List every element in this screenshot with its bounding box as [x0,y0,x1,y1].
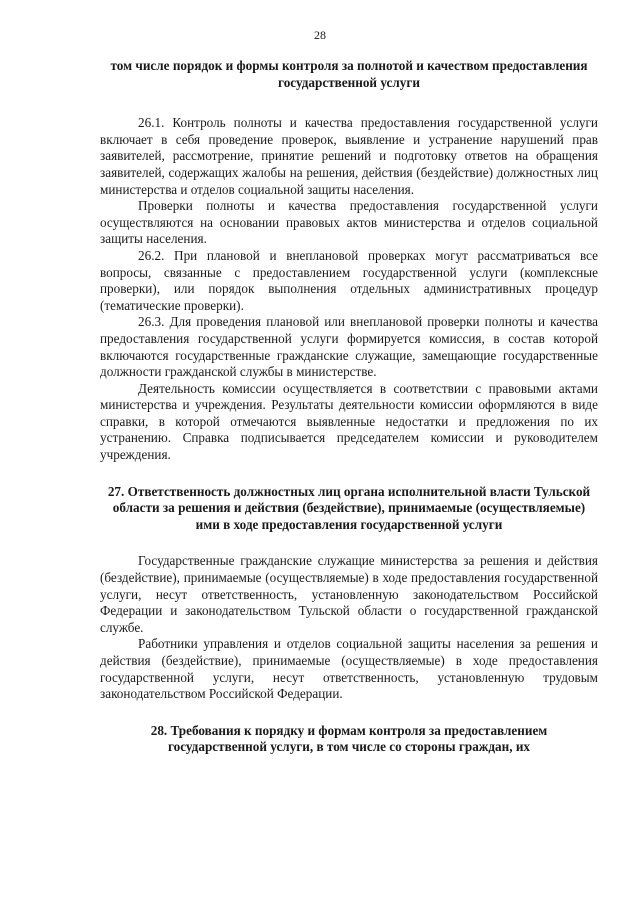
section-heading-continued: том числе порядок и формы контроля за полнотой и качеством предоставления государственной услуги [110,58,588,90]
paragraph-26-2: 26.2. При плановой и внеплановой проверках могут рассматриваться все вопросы, связанные с предоставлением государственной услуги (комплексные проверки), или порядок выполнения отдельных административных процедур (тематические проверки). [100,247,598,313]
paragraph-26-3: 26.3. Для проведения плановой или внеплановой проверки полноты и качества предоставления государственной услуги формируется комиссия, в состав которой включаются государственные гражданские служащие, замещающие государственные должности гражданской службы в министерстве. [100,314,598,380]
page-content [100,58,598,756]
paragraph-26-1-b: Проверки полноты и качества предоставления государственной услуги осуществляются на основании правовых актов министерства и отделов социальной защиты населения. [100,198,598,247]
section-28-heading: 28. Требования к порядку и формам контроля за предоставлением государственной услуги, в том числе со стороны граждан, их [150,722,548,755]
paragraph-26-3-b: Деятельность комиссии осуществляется в соответствии с правовыми актами министерства и учреждения. Результаты деятельности комиссии оформляются в виде справки, в которой отмечаются выявленные недостатки и предложения по их устранению. Справка подписывается председателем комиссии и руководителем учреждения. [100,380,598,463]
paragraph-26-1: 26.1. Контроль полноты и качества предоставления государственной услуги включает в себя проведение проверок, выявление и устранение нарушений прав заявителей, рассмотрение, принятие решений и подготовку ответов на обращения заявителей, содержащих жалобы на решения, действия (бездействие) должностных лиц министерства и отделов социальной защиты населения. [100,115,598,197]
page-number: 28 [314,28,326,42]
section-27-heading: 27. Ответственность должностных лиц органа исполнительной власти Тульской области за решения и действия (бездействие), принимаемые (осуществляемые) ими в ходе предоставления государственной услуги [107,483,591,532]
paragraph-27-1: Государственные гражданские служащие министерства за решения и действия (бездействие), принимаемые (осуществляемые) в ходе предоставления государственной услуги, несут ответственность, установленную законодательством Российской Федерации и законодательством Тульской области о государственной гражданской службе. [100,553,598,635]
paragraph-27-2: Работники управления и отделов социальной защиты населения за решения и действия (бездействие), принимаемые (осуществляемые) в ходе предоставления государственной услуги, несут ответственность, установленную трудовым законодательством Российской Федерации. [100,636,598,702]
